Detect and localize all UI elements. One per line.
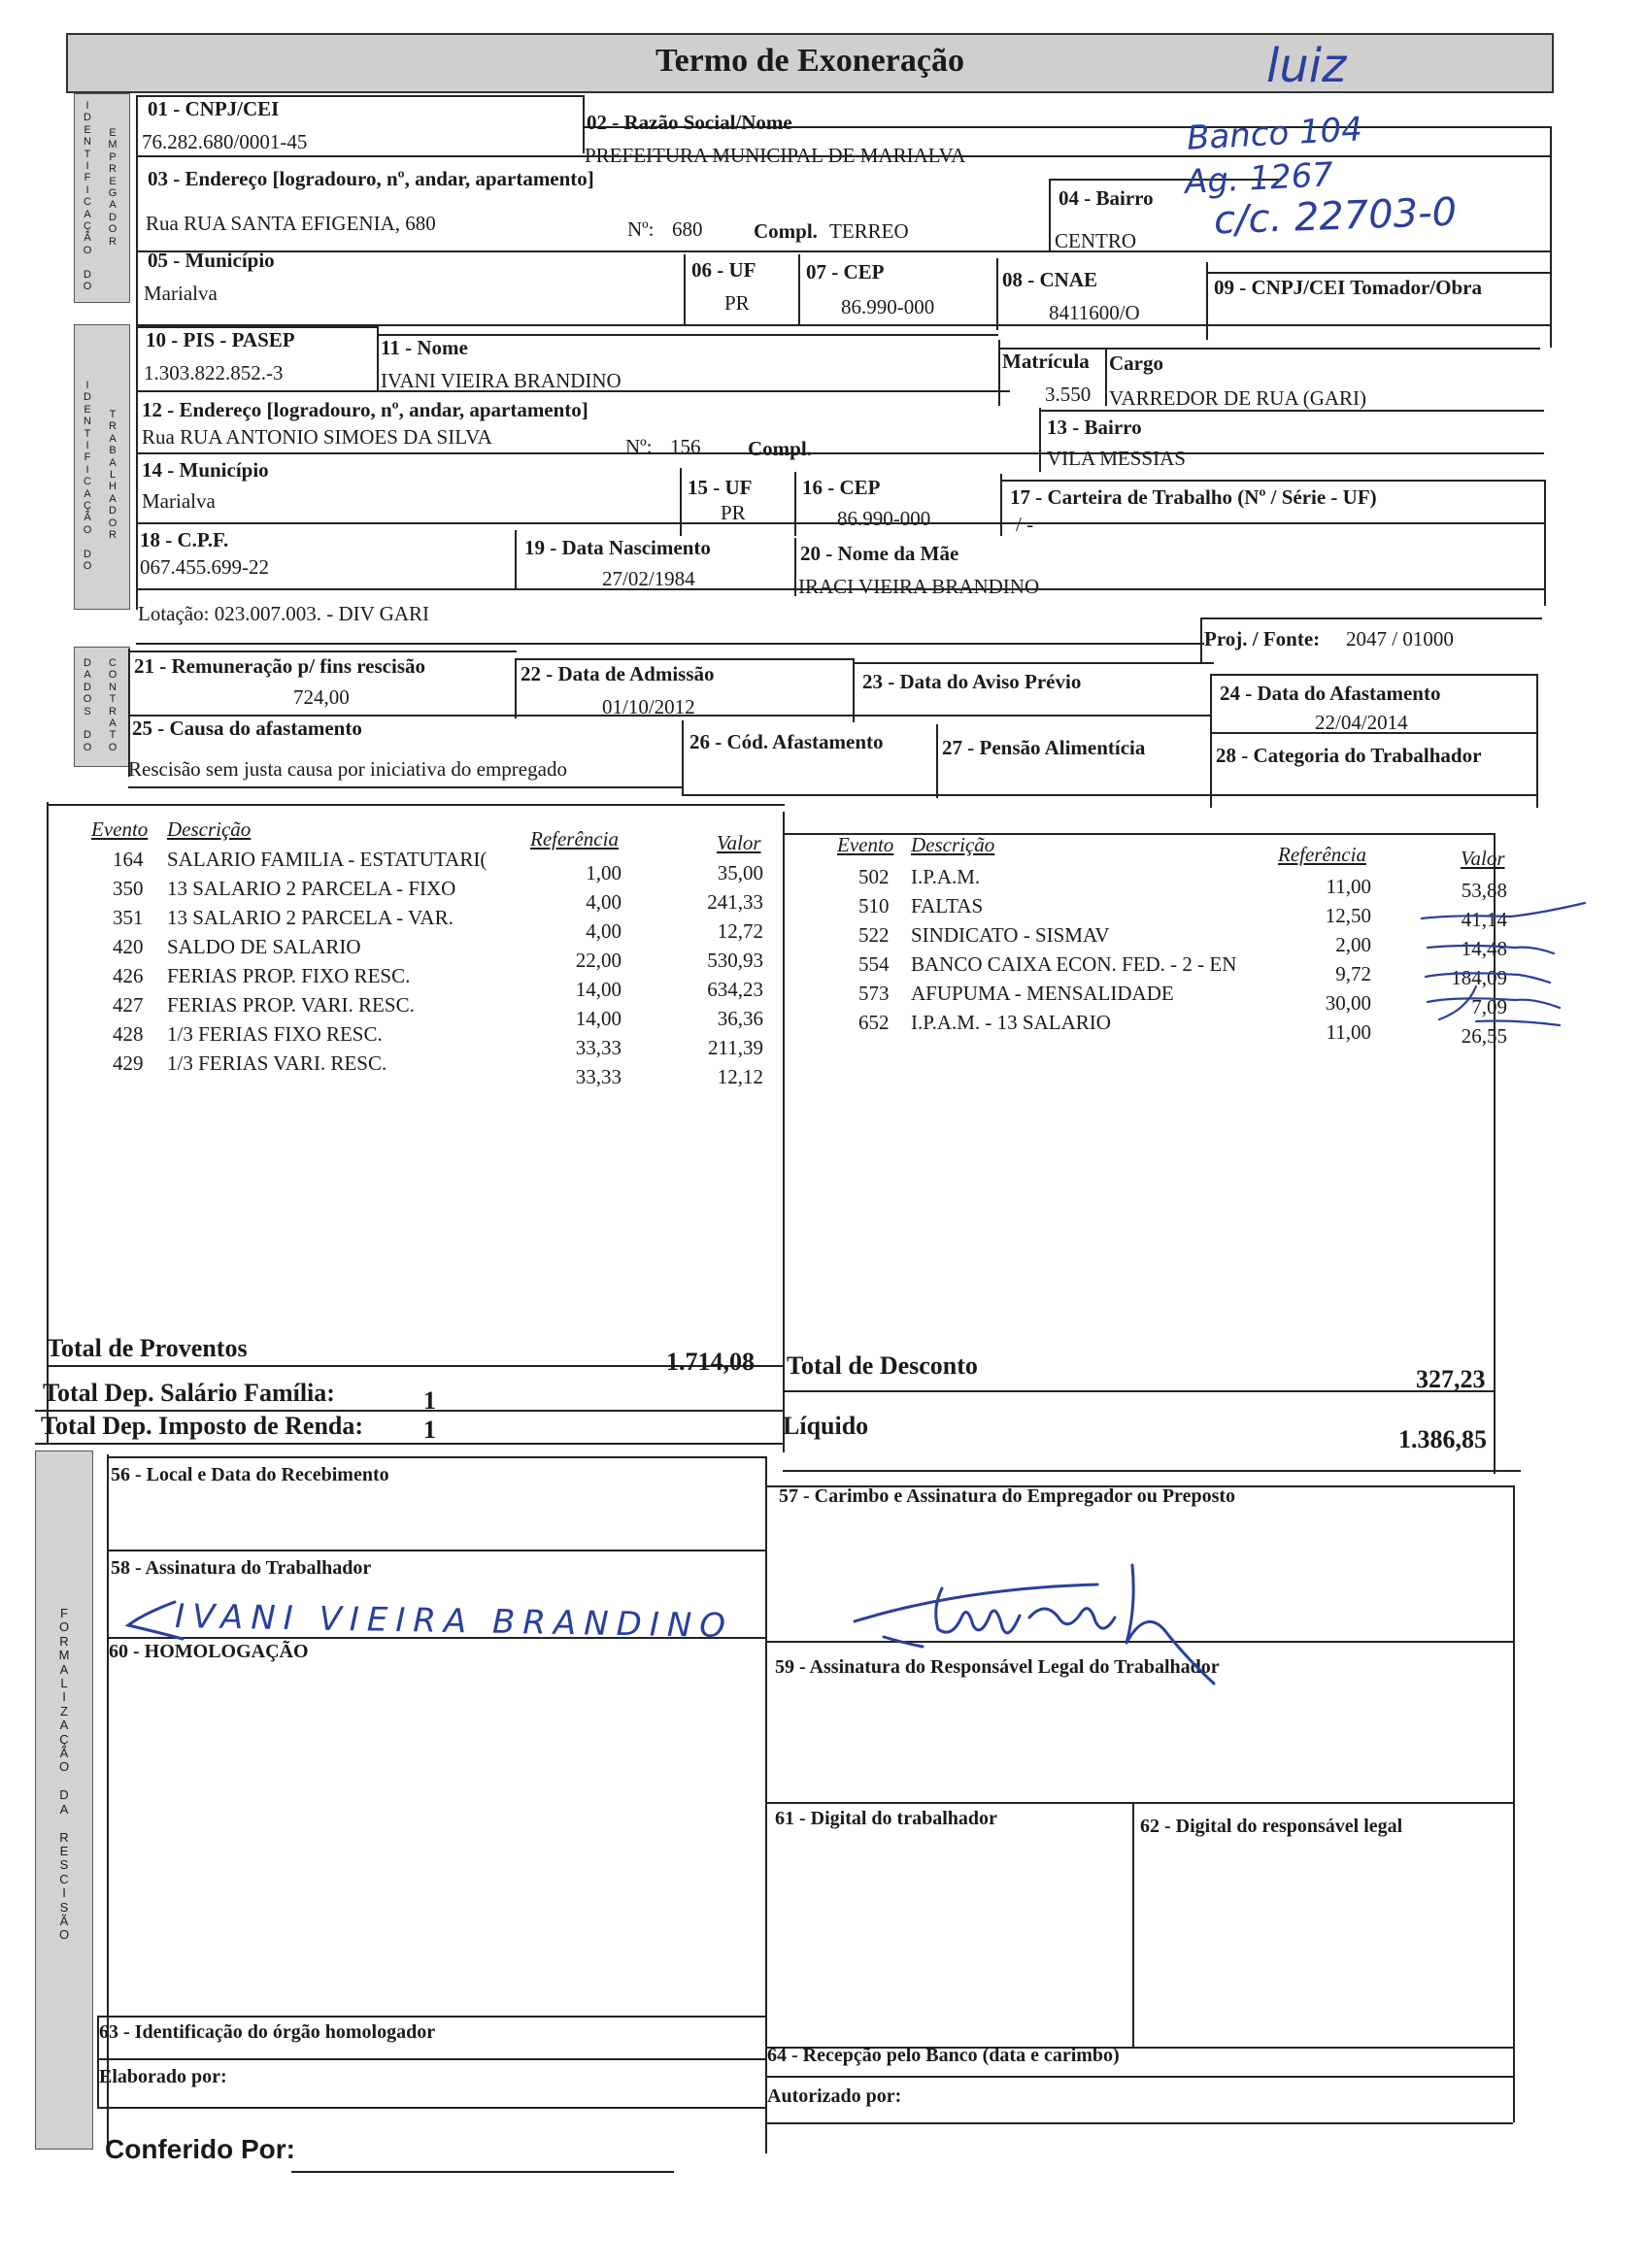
proj-fonte-label: Proj. / Fonte: <box>1204 627 1321 650</box>
descontos-header-evento: Evento <box>837 833 894 856</box>
field-07-value: 86.990-000 <box>841 295 935 318</box>
table-row: SALDO DE SALARIO <box>167 935 361 958</box>
table-row: 2,00 <box>1335 933 1371 956</box>
table-row: AFUPUMA - MENSALIDADE <box>911 982 1174 1005</box>
table-row: 522 <box>858 923 890 947</box>
table-row: 14,00 <box>575 1007 622 1030</box>
table-row: FERIAS PROP. VARI. RESC. <box>167 993 415 1017</box>
side-label-empregador-2: E M P R E G A D O R <box>108 127 118 248</box>
table-row: 428 <box>113 1022 144 1046</box>
table-row: 634,23 <box>707 978 763 1001</box>
table-row: 420 <box>113 935 144 958</box>
side-label-trabalhador-2: T R A B A L H A D O R <box>108 409 118 542</box>
liquido-label: Líquido <box>783 1412 869 1440</box>
field-26-label: 26 - Cód. Afastamento <box>689 730 884 753</box>
field-12-value: Rua RUA ANTONIO SIMOES DA SILVA <box>142 425 492 449</box>
table-row: 13 SALARIO 2 PARCELA - FIXO <box>167 877 456 900</box>
field-10-value: 1.303.822.852.-3 <box>144 361 284 384</box>
field-03-num: 680 <box>672 217 703 241</box>
side-label-contrato-2: C O N T R A T O <box>108 657 118 753</box>
field-01-label: 01 - CNPJ/CEI <box>148 97 280 120</box>
table-row: 510 <box>858 894 890 917</box>
field-25-label: 25 - Causa do afastamento <box>132 717 362 740</box>
field-03-compl-label: Compl. <box>754 219 818 243</box>
table-row: 573 <box>858 982 890 1005</box>
field-22-value: 01/10/2012 <box>602 695 695 718</box>
field-08-value: 8411600/O <box>1049 301 1140 324</box>
field-57-label: 57 - Carimbo e Assinatura do Empregador ou Preposto <box>779 1485 1236 1507</box>
table-row: 26,55 <box>1461 1024 1507 1048</box>
field-24-value: 22/04/2014 <box>1315 711 1408 734</box>
table-row: 41,14 <box>1461 908 1507 931</box>
field-16-label: 16 - CEP <box>802 476 881 499</box>
field-12-compl-label: Compl. <box>748 437 812 460</box>
table-row: 502 <box>858 865 890 888</box>
field-23-label: 23 - Data do Aviso Prévio <box>862 670 1082 693</box>
field-15-label: 15 - UF <box>688 476 753 499</box>
field-08-label: 08 - CNAE <box>1002 268 1097 291</box>
imposto-renda-value: 1 <box>423 1416 436 1444</box>
field-03-compl: TERREO <box>829 219 909 243</box>
field-03-label: 03 - Endereço [logradouro, nº, andar, apartamento] <box>148 167 594 190</box>
field-59-label: 59 - Assinatura do Responsável Legal do Trabalhador <box>775 1656 1220 1678</box>
side-bar-contrato <box>74 647 130 767</box>
field-16-value: 86.990-000 <box>837 507 931 530</box>
employer-signature-icon <box>845 1550 1253 1695</box>
table-row: 530,93 <box>707 949 763 972</box>
handwritten-agencia: Ag. 1267 <box>1184 155 1334 202</box>
side-label-trabalhador: I D E N T I F I C A Ç Ã O D O <box>83 380 92 573</box>
handwritten-check-marks <box>1418 893 1593 1039</box>
field-15-value: PR <box>721 501 746 524</box>
matricula-label: Matrícula <box>1002 350 1090 373</box>
field-64-label: 64 - Recepção pelo Banco (data e carimbo) <box>767 2045 1120 2066</box>
side-bar-formalizacao <box>35 1451 93 2150</box>
descontos-descricao-column <box>911 862 1259 1037</box>
field-56-label: 56 - Local e Data do Recebimento <box>111 1464 389 1485</box>
table-row: 211,39 <box>708 1036 763 1059</box>
matricula-value: 3.550 <box>1045 383 1092 406</box>
table-row: 164 <box>113 848 144 871</box>
field-06-value: PR <box>724 291 750 315</box>
total-desconto-label: Total de Desconto <box>787 1351 978 1380</box>
proventos-evento-column <box>113 845 144 1078</box>
field-61-label: 61 - Digital do trabalhador <box>775 1808 997 1829</box>
worker-signature: IVANI VIEIRA BRANDINO <box>174 1596 734 1647</box>
table-row: 184,09 <box>1451 966 1507 989</box>
field-02-label: 02 - Razão Social/Nome <box>587 111 792 134</box>
field-11-value: IVANI VIEIRA BRANDINO <box>381 369 622 392</box>
worker-signature-flourish-icon <box>115 1596 192 1645</box>
field-03-num-label: Nº: <box>627 217 655 241</box>
total-proventos-label: Total de Proventos <box>47 1334 248 1362</box>
cargo-label: Cargo <box>1109 351 1163 375</box>
table-row: 1/3 FERIAS VARI. RESC. <box>167 1051 387 1075</box>
proventos-descricao-column <box>167 845 515 1078</box>
table-row: 36,36 <box>717 1007 763 1030</box>
field-02-value: PREFEITURA MUNICIPAL DE MARIALVA <box>585 144 966 167</box>
table-row: 14,00 <box>575 978 622 1001</box>
field-12-label: 12 - Endereço [logradouro, nº, andar, apartamento] <box>142 398 588 421</box>
field-04-label: 04 - Bairro <box>1059 186 1154 210</box>
field-22-label: 22 - Data de Admissão <box>521 662 715 685</box>
field-21-label: 21 - Remuneração p/ fins rescisão <box>134 654 425 678</box>
field-17-value: / - <box>1016 513 1034 536</box>
field-18-label: 18 - C.P.F. <box>140 528 229 551</box>
side-label-contrato: D A D O S D O <box>83 657 92 753</box>
table-row: 33,33 <box>575 1065 622 1088</box>
elaborado-label: Elaborado por: <box>99 2066 227 2087</box>
field-20-label: 20 - Nome da Mãe <box>800 542 959 565</box>
field-14-label: 14 - Município <box>142 458 269 482</box>
table-row: 12,50 <box>1325 904 1371 927</box>
field-58-label: 58 - Assinatura do Trabalhador <box>111 1557 372 1579</box>
field-20-value: IRACI VIEIRA BRANDINO <box>798 575 1040 598</box>
field-21-value: 724,00 <box>293 685 350 709</box>
total-proventos-value: 1.714,08 <box>666 1348 755 1376</box>
handwritten-conta: c/c. 22703-0 <box>1213 189 1458 244</box>
field-12-num: 156 <box>670 435 701 458</box>
imposto-renda-label: Total Dep. Imposto de Renda: <box>41 1412 364 1440</box>
field-13-label: 13 - Bairro <box>1047 416 1142 439</box>
table-row: 13 SALARIO 2 PARCELA - VAR. <box>167 906 454 929</box>
field-03-value: Rua RUA SANTA EFIGENIA, 680 <box>146 212 436 235</box>
field-10-label: 10 - PIS - PASEP <box>146 328 295 351</box>
table-row: 351 <box>113 906 144 929</box>
field-19-value: 27/02/1984 <box>602 567 695 590</box>
descontos-header-descricao: Descrição <box>911 833 995 856</box>
field-05-value: Marialva <box>144 282 218 305</box>
table-row: 4,00 <box>586 919 622 943</box>
field-12-num-label: Nº: <box>625 435 653 458</box>
handwritten-initials: luiz <box>1266 39 1347 93</box>
field-05-label: 05 - Município <box>148 249 275 272</box>
table-row: 11,00 <box>1326 875 1371 898</box>
conferido-label: Conferido Por: <box>105 2134 295 2164</box>
proventos-header-referencia: Referência <box>530 827 619 850</box>
table-row: BANCO CAIXA ECON. FED. - 2 - EN <box>911 952 1237 976</box>
field-60-label: 60 - HOMOLOGAÇÃO <box>109 1641 309 1662</box>
liquido-value: 1.386,85 <box>1398 1425 1487 1453</box>
descontos-header-referencia: Referência <box>1278 843 1366 866</box>
field-25-value: Rescisão sem justa causa por iniciativa do empregado <box>128 757 567 781</box>
table-row: FALTAS <box>911 894 984 917</box>
table-row: 652 <box>858 1011 890 1034</box>
field-09-label: 09 - CNPJ/CEI Tomador/Obra <box>1214 276 1482 299</box>
table-row: SINDICATO - SISMAV <box>911 923 1110 947</box>
descontos-header-valor: Valor <box>1461 847 1505 870</box>
proventos-header-descricao: Descrição <box>167 817 252 841</box>
table-row: 554 <box>858 952 890 976</box>
table-row: 22,00 <box>575 949 622 972</box>
field-28-label: 28 - Categoria do Trabalhador <box>1216 744 1482 767</box>
handwritten-banco: Banco 104 <box>1186 110 1363 158</box>
proventos-header-evento: Evento <box>91 817 149 841</box>
total-desconto-value: 327,23 <box>1416 1365 1486 1393</box>
table-row: 241,33 <box>707 890 763 914</box>
side-bar-trabalhador <box>74 324 130 610</box>
field-18-value: 067.455.699-22 <box>140 555 269 579</box>
field-63-label: 63 - Identificação do órgão homologador <box>99 2021 436 2043</box>
table-row: 12,12 <box>717 1065 763 1088</box>
table-row: 1,00 <box>586 861 622 884</box>
table-row: 35,00 <box>717 861 763 884</box>
field-13-value: VILA MESSIAS <box>1047 447 1186 470</box>
table-row: 427 <box>113 993 144 1017</box>
table-row: I.P.A.M. - 13 SALARIO <box>911 1011 1111 1034</box>
document-title: Termo de Exoneração <box>655 43 964 79</box>
field-06-label: 06 - UF <box>691 258 756 282</box>
field-62-label: 62 - Digital do responsável legal <box>1140 1816 1403 1837</box>
autorizado-label: Autorizado por: <box>767 2085 902 2107</box>
table-row: 53,88 <box>1461 879 1507 902</box>
table-row: 14,48 <box>1461 937 1507 960</box>
table-row: FERIAS PROP. FIXO RESC. <box>167 964 411 987</box>
table-row: 12,72 <box>717 919 763 943</box>
sal-familia-value: 1 <box>423 1386 436 1415</box>
table-row: 7,09 <box>1471 995 1507 1018</box>
lotacao: Lotação: 023.007.003. - DIV GARI <box>138 602 429 625</box>
table-row: 33,33 <box>575 1036 622 1059</box>
descontos-evento-column <box>858 862 890 1037</box>
sal-familia-label: Total Dep. Salário Família: <box>43 1379 335 1407</box>
proventos-referencia-column <box>544 858 622 1091</box>
field-07-label: 07 - CEP <box>806 260 885 284</box>
field-17-label: 17 - Carteira de Trabalho (Nº / Série - UF) <box>1010 485 1377 509</box>
proj-fonte-value: 2047 / 01000 <box>1346 627 1454 650</box>
table-row: 4,00 <box>586 890 622 914</box>
table-row: 30,00 <box>1325 991 1371 1015</box>
proventos-header-valor: Valor <box>717 831 761 854</box>
field-04-value: CENTRO <box>1055 229 1136 252</box>
table-row: 426 <box>113 964 144 987</box>
field-14-value: Marialva <box>142 489 216 513</box>
table-row: 350 <box>113 877 144 900</box>
table-row: 429 <box>113 1051 144 1075</box>
field-11-label: 11 - Nome <box>381 336 468 359</box>
field-24-label: 24 - Data do Afastamento <box>1220 682 1441 705</box>
table-row: 9,72 <box>1335 962 1371 985</box>
table-row: SALARIO FAMILIA - ESTATUTARI( <box>167 848 487 871</box>
descontos-referencia-column <box>1290 872 1371 1047</box>
side-bar-empregador <box>74 93 130 303</box>
field-01-value: 76.282.680/0001-45 <box>142 130 308 153</box>
table-row: I.P.A.M. <box>911 865 981 888</box>
field-19-label: 19 - Data Nascimento <box>524 536 711 559</box>
field-27-label: 27 - Pensão Alimentícia <box>942 736 1146 759</box>
table-row: 11,00 <box>1326 1020 1371 1044</box>
side-label-empregador: I D E N T I F I C A Ç Ã O D O <box>83 100 92 293</box>
cargo-value: VARREDOR DE RUA (GARI) <box>1109 386 1367 410</box>
proventos-valor-column <box>670 858 763 1091</box>
side-label-formalizacao: F O R M A L I Z A Ç Ã O D A R E S C I S Ã O <box>58 1606 70 1943</box>
table-row: 1/3 FERIAS FIXO RESC. <box>167 1022 383 1046</box>
